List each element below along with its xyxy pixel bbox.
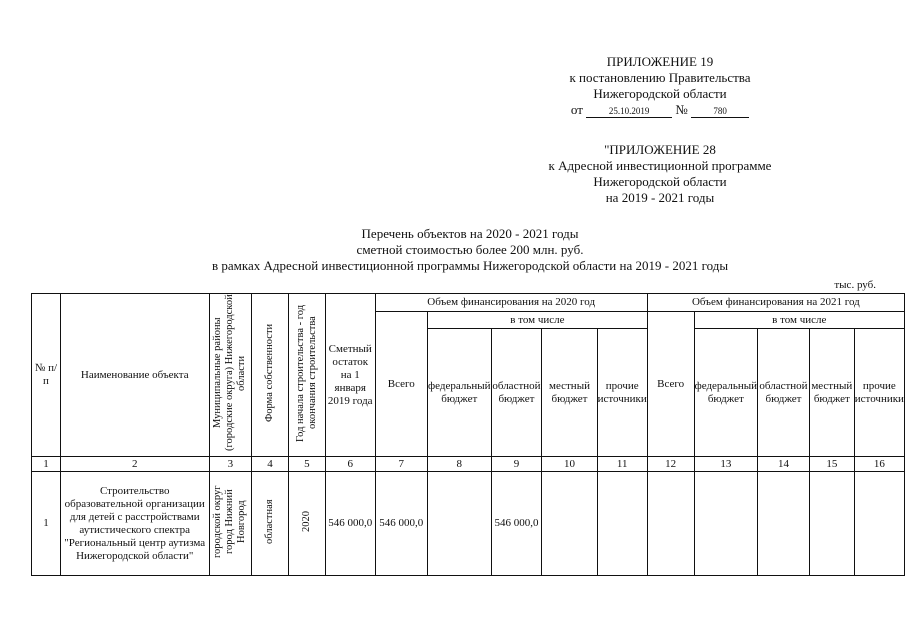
row-federal-2021	[694, 472, 758, 576]
row-num: 1	[32, 472, 61, 576]
header-incl-2021: в том числе	[694, 312, 904, 329]
col-number: 1	[32, 457, 61, 472]
header-district-cell	[209, 294, 252, 457]
table-row	[32, 472, 905, 576]
col-number: 6	[325, 457, 375, 472]
row-years: 2020	[300, 511, 312, 532]
header-federal-2020: федеральный бюджет	[428, 329, 492, 457]
col-number: 15	[809, 457, 854, 472]
col-number: 16	[854, 457, 904, 472]
col-number: 5	[288, 457, 325, 472]
appendix-date-line	[520, 102, 800, 118]
row-balance: 546 000,0	[325, 472, 375, 576]
col-number: 11	[597, 457, 647, 472]
header-balance: Сметный остаток на 1 января 2019 года	[325, 294, 375, 457]
program-line4: на 2019 - 2021 годы	[605, 190, 715, 205]
row-regional-2020: 546 000,0	[491, 472, 542, 576]
header-local-2021: местный бюджет	[809, 329, 854, 457]
row-federal-2020	[428, 472, 492, 576]
header-row-1	[32, 294, 905, 312]
header-regional-2021: областной бюджет	[758, 329, 810, 457]
row-other-2020	[597, 472, 647, 576]
header-2021: Объем финансирования на 2021 год	[647, 294, 904, 312]
title-line3: в рамках Адресной инвестиционной программы Нижегородской области на 2019 - 2021 годы	[211, 258, 729, 273]
program-line2: к Адресной инвестиционной программе	[548, 158, 772, 173]
col-number: 8	[428, 457, 492, 472]
decree-date: 25.10.2019	[586, 106, 672, 118]
row-total-2020: 546 000,0	[375, 472, 427, 576]
col-number: 4	[252, 457, 289, 472]
header-district: Муниципальные районы (городские округа) Нижегородской области	[212, 294, 248, 452]
row-ownership-cell	[252, 472, 289, 576]
col-number: 3	[209, 457, 252, 472]
document-title	[120, 226, 820, 274]
row-district: городской округ город Нижний Новгород	[212, 485, 248, 558]
column-numbers-row	[32, 457, 905, 472]
appendix-title: ПРИЛОЖЕНИЕ 19	[606, 54, 714, 69]
row-total-2021	[647, 472, 694, 576]
units-label: тыс. руб.	[834, 279, 876, 291]
from-label: от	[570, 102, 583, 117]
program-header	[520, 142, 800, 206]
header-num: № п/п	[32, 294, 61, 457]
header-2020: Объем финансирования на 2020 год	[375, 294, 647, 312]
header-ownership: Форма собственности	[263, 323, 275, 423]
header-local-2020: местный бюджет	[542, 329, 597, 457]
row-ownership: областная	[263, 499, 275, 544]
col-number: 7	[375, 457, 427, 472]
objects-table	[31, 293, 905, 576]
col-number: 13	[694, 457, 758, 472]
header-total-2020: Всего	[375, 312, 427, 457]
col-number: 10	[542, 457, 597, 472]
header-ownership-cell	[252, 294, 289, 457]
col-number: 9	[491, 457, 542, 472]
header-incl-2020: в том числе	[428, 312, 648, 329]
row-years-cell	[288, 472, 325, 576]
header-other-2020: прочие источники	[597, 329, 647, 457]
appendix-header	[520, 54, 800, 118]
header-name: Наименование объекта	[60, 294, 209, 457]
title-line2: сметной стоимостью более 200 млн. руб.	[356, 242, 584, 257]
number-label: №	[675, 102, 688, 117]
header-federal-2021: федеральный бюджет	[694, 329, 758, 457]
header-years: Год начала строительства - год окончания строительства	[294, 304, 318, 442]
appendix-line3: Нижегородской области	[593, 86, 727, 101]
appendix-line2: к постановлению Правительства	[569, 70, 751, 85]
program-line3: Нижегородской области	[593, 174, 727, 189]
program-title: "ПРИЛОЖЕНИЕ 28	[604, 142, 716, 157]
row-district-cell	[209, 472, 252, 576]
row-local-2021	[809, 472, 854, 576]
row-object-name: Строительство образовательной организации для детей с расстройствами аутистического спектра "Региональный центр аутизма Нижегородской области"	[60, 472, 209, 576]
header-total-2021: Всего	[647, 312, 694, 457]
col-number: 2	[60, 457, 209, 472]
title-line1: Перечень объектов на 2020 - 2021 годы	[361, 226, 579, 241]
header-regional-2020: областной бюджет	[491, 329, 542, 457]
col-number: 12	[647, 457, 694, 472]
decree-number: 780	[691, 106, 749, 118]
col-number: 14	[758, 457, 810, 472]
row-other-2021	[854, 472, 904, 576]
header-years-cell	[288, 294, 325, 457]
row-local-2020	[542, 472, 597, 576]
header-other-2021: прочие источники	[854, 329, 904, 457]
row-regional-2021	[758, 472, 810, 576]
